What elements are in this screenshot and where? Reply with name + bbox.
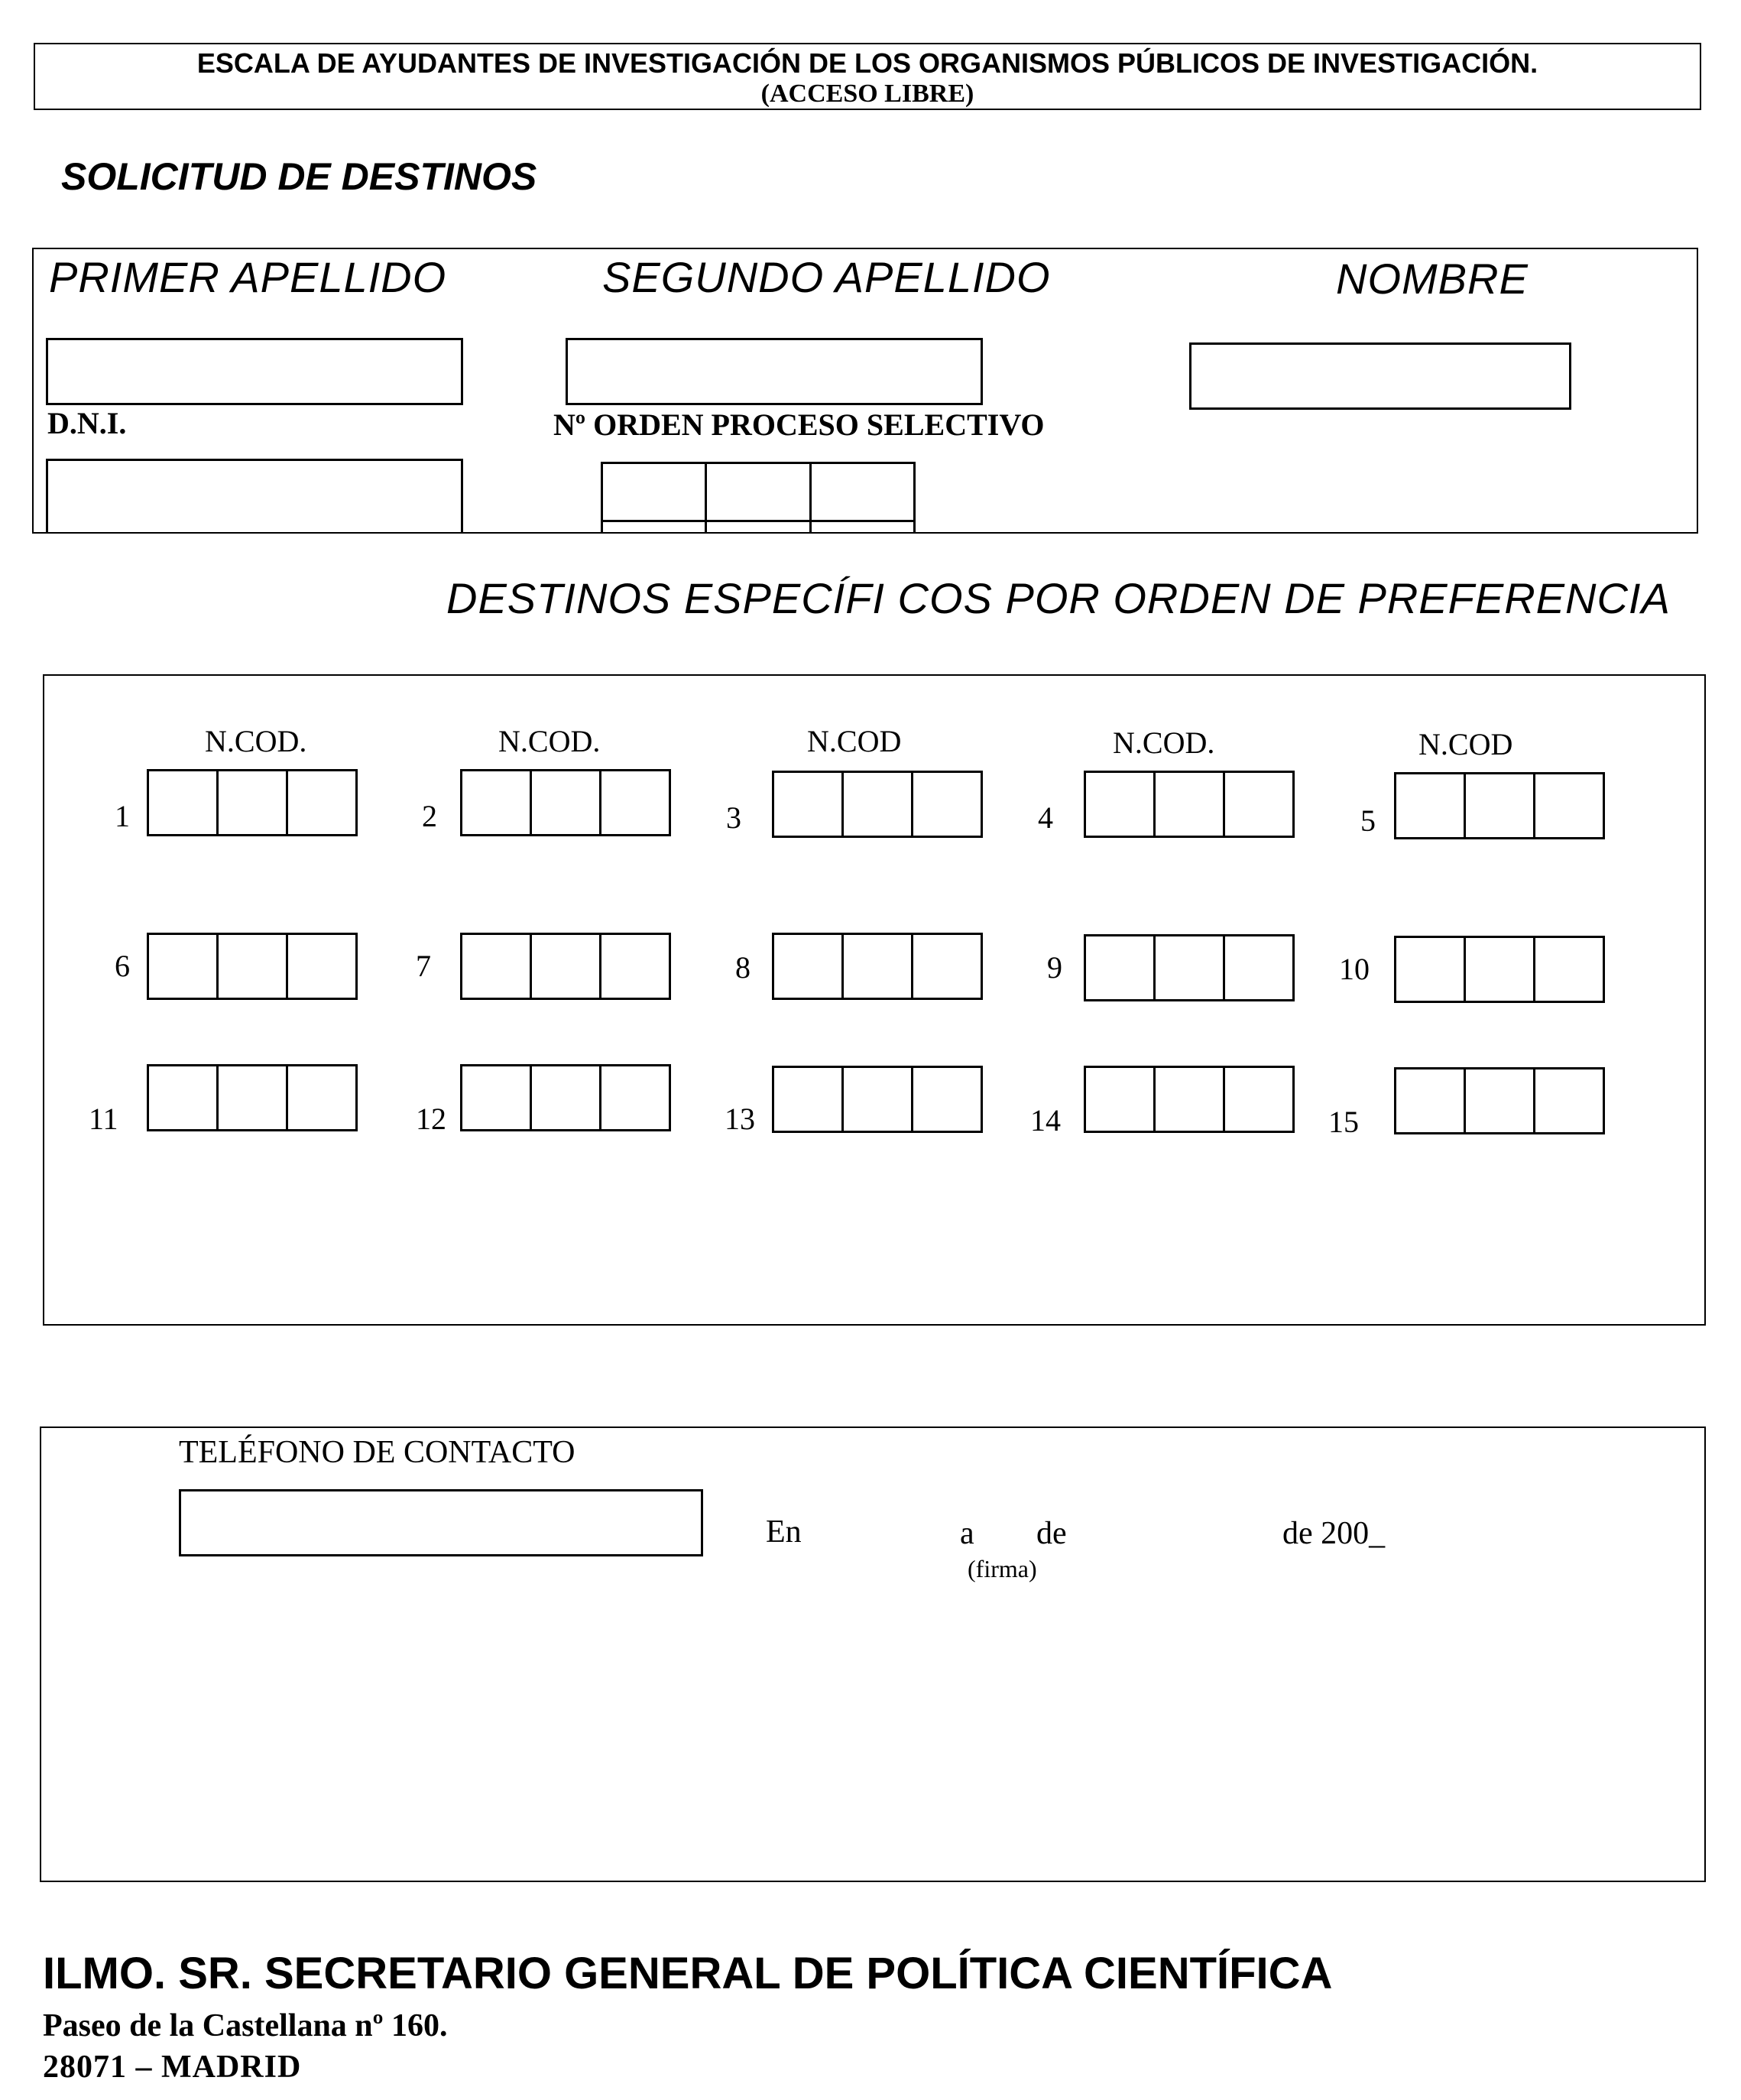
- destino-code-input[interactable]: [1084, 1066, 1295, 1133]
- header-subtitle: (ACCESO LIBRE): [760, 80, 974, 108]
- destino-number: 15: [1328, 1105, 1359, 1139]
- code-digit-cell[interactable]: [219, 935, 288, 998]
- code-digit-cell[interactable]: [1156, 936, 1225, 999]
- code-digit-cell[interactable]: [1156, 1068, 1225, 1131]
- address-street: Paseo de la Castellana nº 160.: [43, 2008, 448, 2043]
- ncod-label: N.COD.: [1113, 725, 1215, 760]
- destino-number: 13: [725, 1102, 755, 1136]
- destino-code-input[interactable]: [1394, 772, 1605, 839]
- contacto-box: [40, 1427, 1706, 1882]
- destino-code-input[interactable]: [147, 933, 358, 1000]
- header-title: ESCALA DE AYUDANTES DE INVESTIGACIÓN DE LOS ORGANISMOS PÚBLICOS DE INVESTIGACIÓN.: [196, 47, 1538, 79]
- destino-code-input[interactable]: [147, 769, 358, 836]
- destino-code-input[interactable]: [1084, 771, 1295, 838]
- code-digit-cell[interactable]: [1466, 774, 1535, 837]
- dni-label: D.N.I.: [47, 406, 127, 440]
- fecha-en: En: [766, 1514, 802, 1550]
- destino-number: 5: [1360, 803, 1376, 838]
- address-city: 28071 – MADRID: [43, 2050, 302, 2085]
- destino-number: 9: [1047, 950, 1062, 985]
- code-digit-cell[interactable]: [149, 935, 219, 998]
- destino-number: 1: [115, 799, 130, 833]
- telefono-input[interactable]: [179, 1489, 703, 1556]
- code-digit-cell[interactable]: [149, 771, 219, 834]
- destino-code-input[interactable]: [1394, 1067, 1605, 1134]
- code-digit-cell[interactable]: [288, 935, 355, 998]
- code-digit-cell[interactable]: [288, 1066, 355, 1129]
- code-digit-cell[interactable]: [1396, 938, 1466, 1001]
- code-digit-cell[interactable]: [1225, 773, 1292, 836]
- code-digit-cell[interactable]: [1535, 938, 1603, 1001]
- nombre-input[interactable]: [1189, 342, 1571, 410]
- orden-label: Nº ORDEN PROCESO SELECTIVO: [553, 407, 1045, 442]
- code-digit-cell[interactable]: [913, 773, 981, 836]
- addressee: ILMO. SR. SECRETARIO GENERAL DE POLÍTICA CIENTÍFICA: [43, 1949, 1333, 1998]
- destino-code-input[interactable]: [772, 933, 983, 1000]
- ncod-label: N.COD: [1418, 727, 1513, 761]
- destino-code-input[interactable]: [772, 1066, 983, 1133]
- destino-number: 2: [422, 799, 437, 833]
- personal-data-box: [32, 248, 1698, 534]
- destino-number: 11: [89, 1102, 118, 1136]
- ncod-label: N.COD.: [498, 724, 601, 758]
- code-digit-cell[interactable]: [601, 1066, 669, 1129]
- code-digit-cell[interactable]: [219, 771, 288, 834]
- code-digit-cell[interactable]: [844, 773, 913, 836]
- destino-number: 12: [416, 1102, 446, 1136]
- fecha-a: a: [960, 1516, 974, 1551]
- code-digit-cell[interactable]: [1156, 773, 1225, 836]
- code-digit-cell[interactable]: [601, 771, 669, 834]
- code-digit-cell[interactable]: [462, 771, 532, 834]
- fecha-de: de: [1036, 1516, 1067, 1551]
- header-box: [34, 43, 1701, 110]
- destino-number: 8: [735, 950, 751, 985]
- destino-number: 4: [1038, 800, 1053, 835]
- code-digit-cell[interactable]: [844, 1068, 913, 1131]
- code-digit-cell[interactable]: [532, 935, 601, 998]
- code-digit-cell[interactable]: [462, 1066, 532, 1129]
- ncod-label: N.COD.: [205, 724, 307, 758]
- code-digit-cell[interactable]: [774, 773, 844, 836]
- code-digit-cell[interactable]: [913, 935, 981, 998]
- destino-code-input[interactable]: [1394, 936, 1605, 1003]
- destino-code-input[interactable]: [460, 1064, 671, 1131]
- destino-number: 14: [1030, 1103, 1061, 1138]
- destinos-title: DESTINOS ESPECÍFI COS POR ORDEN DE PREFERENCIA: [446, 574, 1671, 622]
- code-digit-cell[interactable]: [1466, 1069, 1535, 1132]
- code-digit-cell[interactable]: [1396, 1069, 1466, 1132]
- code-digit-cell[interactable]: [774, 935, 844, 998]
- code-digit-cell[interactable]: [1086, 1068, 1156, 1131]
- code-digit-cell[interactable]: [149, 1066, 219, 1129]
- code-digit-cell[interactable]: [532, 771, 601, 834]
- destino-code-input[interactable]: [460, 769, 671, 836]
- code-digit-cell[interactable]: [1086, 773, 1156, 836]
- code-digit-cell[interactable]: [1225, 1068, 1292, 1131]
- primer-apellido-label: PRIMER APELLIDO: [49, 253, 447, 301]
- orden-underline: [601, 520, 916, 522]
- destino-code-input[interactable]: [772, 771, 983, 838]
- code-digit-cell[interactable]: [532, 1066, 601, 1129]
- code-digit-cell[interactable]: [1086, 936, 1156, 999]
- destinos-box: [43, 674, 1706, 1326]
- code-digit-cell[interactable]: [219, 1066, 288, 1129]
- destino-number: 6: [115, 949, 130, 983]
- destino-code-input[interactable]: [147, 1064, 358, 1131]
- ncod-label: N.COD: [807, 724, 902, 758]
- firma-label: (firma): [968, 1555, 1037, 1582]
- code-digit-cell[interactable]: [1466, 938, 1535, 1001]
- primer-apellido-input[interactable]: [46, 338, 463, 405]
- code-digit-cell[interactable]: [288, 771, 355, 834]
- destino-code-input[interactable]: [460, 933, 671, 1000]
- segundo-apellido-input[interactable]: [566, 338, 983, 405]
- destino-code-input[interactable]: [1084, 934, 1295, 1001]
- code-digit-cell[interactable]: [844, 935, 913, 998]
- code-digit-cell[interactable]: [913, 1068, 981, 1131]
- code-digit-cell[interactable]: [1535, 774, 1603, 837]
- code-digit-cell[interactable]: [462, 935, 532, 998]
- destino-number: 3: [726, 800, 741, 835]
- nombre-label: NOMBRE: [1336, 255, 1529, 303]
- segundo-apellido-label: SEGUNDO APELLIDO: [602, 253, 1051, 301]
- fecha-de-year: de 200_: [1282, 1516, 1386, 1551]
- form-title: SOLICITUD DE DESTINOS: [61, 155, 537, 198]
- code-digit-cell[interactable]: [1396, 774, 1466, 837]
- destino-number: 7: [416, 949, 431, 983]
- destino-number: 10: [1339, 952, 1370, 986]
- code-digit-cell[interactable]: [1225, 936, 1292, 999]
- code-digit-cell[interactable]: [774, 1068, 844, 1131]
- code-digit-cell[interactable]: [1535, 1069, 1603, 1132]
- telefono-label: TELÉFONO DE CONTACTO: [179, 1435, 575, 1470]
- dni-input[interactable]: [46, 459, 463, 532]
- code-digit-cell[interactable]: [601, 935, 669, 998]
